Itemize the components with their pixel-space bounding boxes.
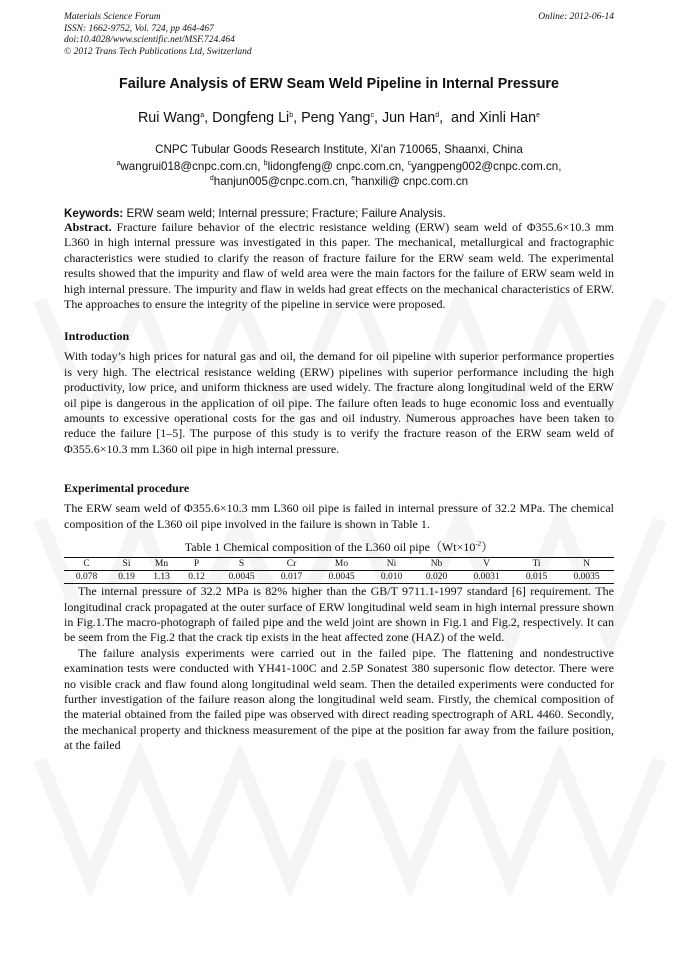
paper-page xyxy=(64,12,614,754)
table-cell: 0.12 xyxy=(188,572,205,583)
table-row xyxy=(64,571,614,584)
abstract xyxy=(64,220,614,312)
table-caption-end: ） xyxy=(481,540,494,555)
issn-line: ISSN: 1662-9752, Vol. 724, pp 464-467 xyxy=(64,23,214,34)
keywords-text: ERW seam weld; Internal pressure; Fracture; Failure Analysis. xyxy=(126,207,446,220)
table-header-cell: S xyxy=(238,559,245,570)
table-header-cell: Cr xyxy=(286,559,297,570)
table-header-cell: N xyxy=(583,559,590,570)
chemical-composition-table xyxy=(64,557,614,584)
table-caption-sup: -2 xyxy=(475,540,482,549)
table-cell: 1.13 xyxy=(153,572,170,583)
email-sup: b xyxy=(263,160,268,167)
table-header-cell: Mn xyxy=(154,559,169,570)
email-address[interactable]: hanjun005@cnpc.com.cn, xyxy=(213,174,349,188)
email-sup: c xyxy=(407,160,412,167)
email-address[interactable]: hanxili@ cnpc.com.cn xyxy=(355,174,469,188)
experimental-heading: Experimental procedure xyxy=(64,481,190,496)
email-sup: d xyxy=(209,174,214,182)
author-sup: e xyxy=(536,112,540,119)
copyright-line: © 2012 Trans Tech Publications Ltd, Switzerland xyxy=(64,46,252,57)
table-header-cell: Nb xyxy=(430,559,443,570)
table-header-cell: Si xyxy=(122,559,131,570)
table-caption-text: Table 1 Chemical composition of the L360 oil pipe（Wt×10 xyxy=(184,540,476,555)
table-cell: 0.010 xyxy=(380,572,403,583)
email-address[interactable]: wangrui018@cnpc.com.cn, xyxy=(120,160,261,173)
table-cell: 0.017 xyxy=(280,572,303,583)
table-cell: 0.015 xyxy=(525,572,548,583)
email-address[interactable]: lidongfeng@ cnpc.com.cn, xyxy=(267,160,405,173)
table-cell: 0.0035 xyxy=(573,572,600,583)
table-header-cell: Ti xyxy=(532,559,541,570)
author-sup: a xyxy=(200,112,205,119)
table-cell: 0.078 xyxy=(75,572,98,583)
publication-header xyxy=(64,12,614,58)
author-sup: d xyxy=(435,112,440,119)
email-sup: a xyxy=(116,160,121,167)
table-cell: 0.020 xyxy=(425,572,448,583)
author-name: Rui Wang xyxy=(137,110,201,126)
journal-name: Materials Science Forum xyxy=(64,12,161,22)
table-caption xyxy=(64,538,614,555)
experimental-text: The ERW seam weld of Φ355.6×10.3 mm L360 oil pipe is failed in internal pressure of 32.2 MPa. The chemical composition of the L360 oil pipe involved in the failure is shown in Table 1. xyxy=(64,501,614,531)
table-header-cell: Mo xyxy=(334,559,349,570)
table-cell: 0.0031 xyxy=(473,572,500,583)
author-name: Dongfeng Li xyxy=(212,110,290,126)
email-address[interactable]: yangpeng002@cnpc.com.cn, xyxy=(411,160,562,173)
author-sup: c xyxy=(370,112,374,119)
table-cell: 0.19 xyxy=(118,572,135,583)
keywords xyxy=(64,207,614,220)
table-cell: 0.0045 xyxy=(228,572,255,583)
email-list xyxy=(64,160,614,189)
table-header-cell: V xyxy=(483,559,490,570)
table-header-cell: P xyxy=(193,559,200,570)
abstract-label: Abstract. xyxy=(64,220,112,234)
affiliation: CNPC Tubular Goods Research Institute, Xi'an 710065, Shaanxi, China xyxy=(155,143,523,156)
pressure-paragraph: The internal pressure of 32.2 MPa is 82% higher than the GB/T 9711.1-1997 standard [6] requirement. The longitudinal crack propagated at the outer surface of ERW longitudinal weld seam in high internal pressure shown in Fig.1.The macro-photograph of failed pipe and the weld joint are shown in Fig.1 and Fig.2, respectively. It can be seem from the Fig.2 that the crack tip exists in the heat affected zone (HAZ) of the weld. xyxy=(64,584,614,645)
online-date: Online: 2012-06-14 xyxy=(538,12,614,22)
doi-line: doi:10.4028/www.scientific.net/MSF.724.464 xyxy=(64,35,235,45)
introduction-text: With today’s high prices for natural gas and oil, the demand for oil pipeline with superior performance properties is very high. The electrical resistance welding (ERW) pipelines with superior performance including the high productivity, low price, and uniform thickness are used widely. The fracture along longitudinal weld of the ERW oil pipe is dangerous in the application of oil pipe. The failure often leads to huge economic loss and eventually amounts to excessive operational costs for the gas and oil industry. Numerous approaches have been taken to reduce the failure [1–5]. The purpose of this study is to verify the fracture reason of the ERW seam weld of Φ355.6×10.3 mm L360 oil pipe in high internal pressure. xyxy=(64,349,614,456)
table-header-cell: C xyxy=(83,559,90,570)
table-header-cell: Ni xyxy=(386,559,397,570)
analysis-paragraph: The failure analysis experiments were carried out in the failed pipe. The flattening and nondestructive examination tests were conducted with YH41-100C and 2.5P Sonatest 380 supersonic flow detector. There were no visible crack and flaw found along longitudinal weld seam. Then the detailed experiments were conducted for further investigation of the failure reason along the longitudinal weld seam. Firstly, the chemical composition of the material obtained from the failed pipe was observed with direct reading spectrograph of ARL 4460. Secondly, the mechanical property and thickness measurement of the pipe at the position far away from the failure position, at the failed xyxy=(64,645,614,753)
author-name: Jun Han xyxy=(381,110,436,126)
paper-title: Failure Analysis of ERW Seam Weld Pipeline in Internal Pressure xyxy=(119,76,559,92)
email-sup: e xyxy=(351,174,356,182)
introduction-heading: Introduction xyxy=(64,329,130,344)
author-sup: b xyxy=(289,112,294,119)
author-name: and Xinli Han xyxy=(451,110,537,126)
keywords-label: Keywords: xyxy=(64,207,124,220)
table-cell: 0.0045 xyxy=(328,572,355,583)
author-list: Rui Wang$^a$, Dongfeng Li$^b$, Peng Yang$^c$, Jun Han$^d$, and Xinli Han$^e$ xyxy=(137,110,540,126)
author-name: Peng Yang xyxy=(301,110,371,126)
table-header-row xyxy=(64,558,614,571)
abstract-text: Fracture failure behavior of the electric resistance welding (ERW) seam weld of Φ355.6×10.3 mm L360 in high internal pressure was investigated in this paper. The mechanical, metallurgical and fractographic characteristics were studied to clarify the reason of fracture failure for the ERW seam weld. The experimental results showed that the impurity and flaw of weld area were the main factors for the failure of ERW seam weld in high internal pressure. The impurity and flaw in welds had great effects on the mechanical characteristics of ERW. The approaches to ensure the integrity of the pipeline in service were proposed. xyxy=(64,220,614,312)
